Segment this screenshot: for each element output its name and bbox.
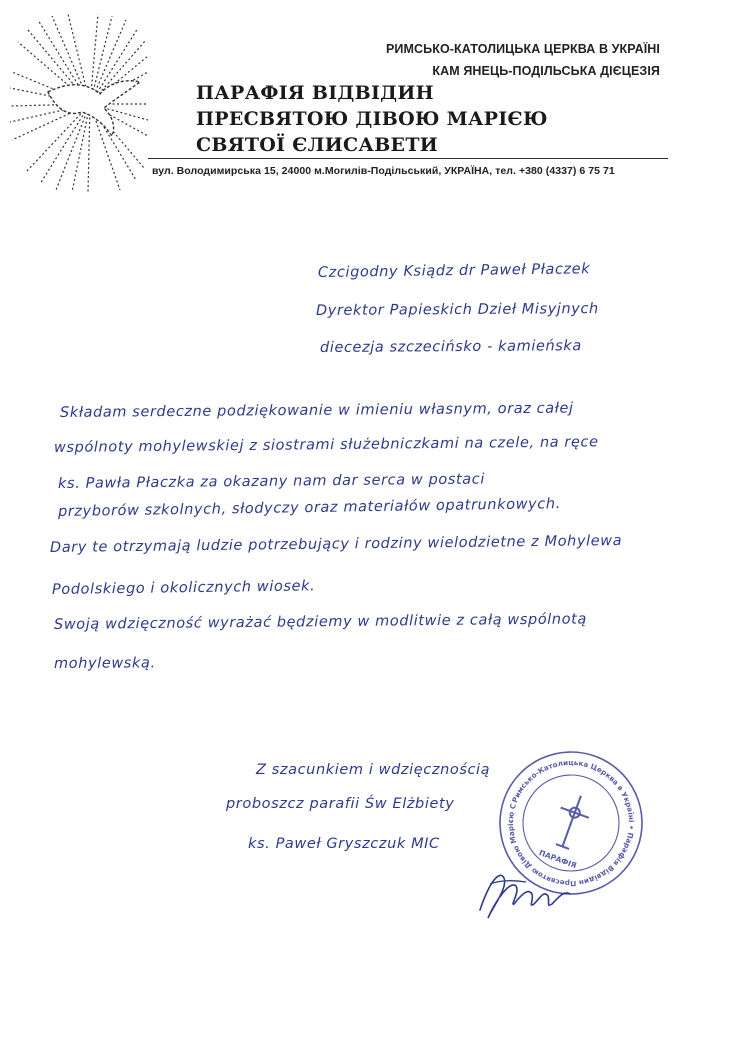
- stamp-parish-label: ПАРАФІЯ: [537, 848, 578, 871]
- addressee-line-2: Dyrektor Papieskich Dzieł Misyjnych: [315, 301, 599, 319]
- signature-mark: [470, 860, 580, 930]
- header-divider: [148, 158, 668, 159]
- body-line-8: mohylewską.: [53, 655, 156, 672]
- parish-line-1: ПАРАФІЯ ВІДВІДИН: [196, 82, 434, 104]
- closing-line-2: proboszcz parafii Św Elżbiety: [226, 796, 455, 812]
- church-line-2: КАМ ЯНЕЦЬ-ПОДІЛЬСЬКА ДІЄЦЕЗІЯ: [432, 64, 660, 78]
- parish-line-3: СВЯТОЇ ЄЛИСАВЕТИ: [196, 134, 439, 156]
- dove-rays-icon: [8, 12, 150, 194]
- church-header: [386, 38, 660, 82]
- parish-line-2: ПРЕСВЯТОЮ ДІВОЮ МАРІЄЮ: [196, 108, 548, 130]
- cross-icon: [548, 791, 595, 852]
- addressee-line-3: diecezja szczecińsko - kamieńska: [319, 338, 582, 356]
- body-line-2: wspólnoty mohylewskiej z siostrami służebniczkami na czele, na ręce: [53, 434, 599, 456]
- body-line-4: przyborów szkolnych, słodyczy oraz materiałów opatrunkowych.: [57, 496, 561, 520]
- stamp-ring-text: Римсько-Католицька Церква в Україні • Парафія Відвідин Пресвятою Дівою Марією Святої: [505, 757, 637, 889]
- church-line-1: РИМСЬКО-КАТОЛИЦЬКА ЦЕРКВА В УКРАЇНІ: [386, 42, 660, 56]
- closing-line-1: Z szacunkiem i wdzięcznością: [256, 762, 491, 778]
- body-line-3: ks. Pawła Płaczka za okazany nam dar serca w postaci: [57, 471, 486, 492]
- addressee-line-1: Czcigodny Ksiądz dr Paweł Płaczek: [317, 261, 591, 281]
- parish-address: вул. Володимирська 15, 24000 м.Могилів-Подільський, УКРАЇНА, тел. +380 (4337) 6 75 71: [152, 165, 615, 177]
- body-line-6: Podolskiego i okolicznych wiosek.: [51, 578, 316, 598]
- body-line-7: Swoją wdzięczność wyrażać będziemy w modlitwie z całą wspólnotą: [53, 611, 588, 633]
- body-line-5: Dary te otrzymają ludzie potrzebujący i rodziny wielodzietne z Mohylewa: [49, 533, 623, 556]
- closing-line-3: ks. Paweł Gryszczuk MIC: [248, 836, 440, 852]
- parish-title: [196, 80, 548, 158]
- body-line-1: Składam serdeczne podziękowanie w imieniu własnym, oraz całej: [59, 400, 574, 421]
